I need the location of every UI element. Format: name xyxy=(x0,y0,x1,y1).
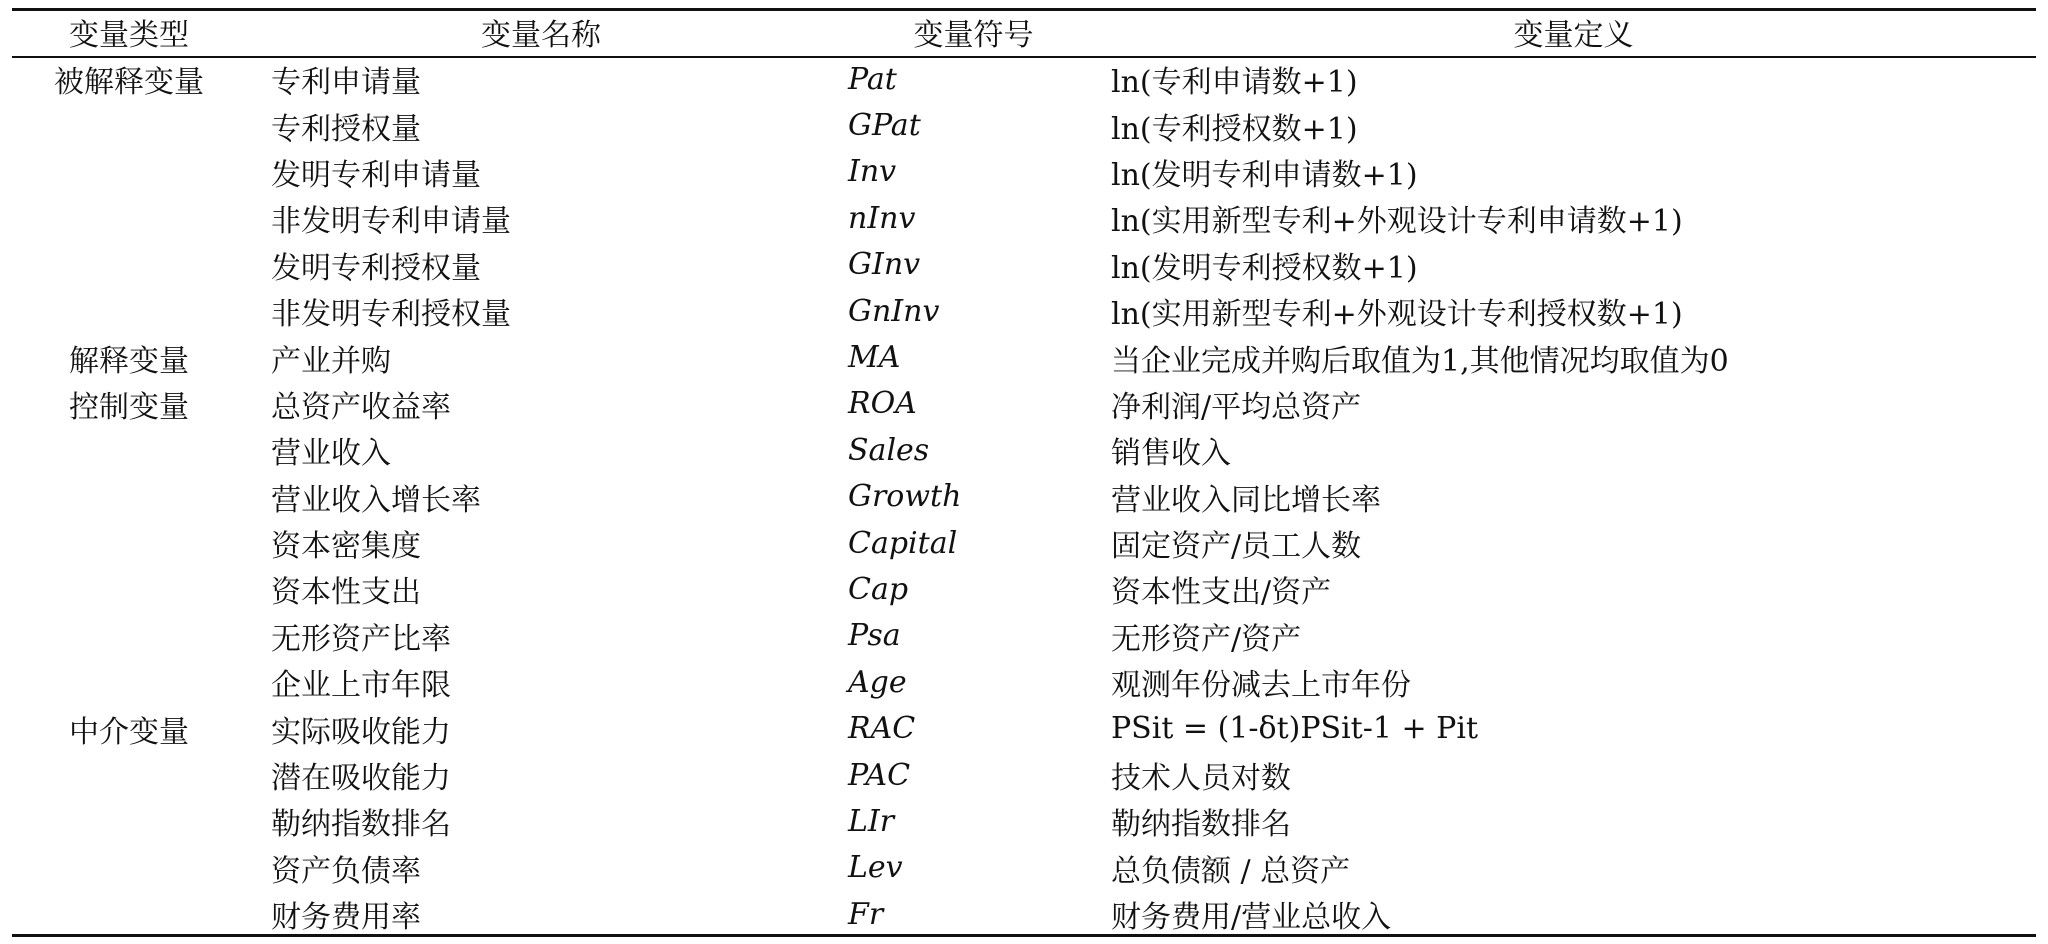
variable-symbol-cell: LIr xyxy=(848,803,895,839)
variable-type-cell: 中介变量 xyxy=(69,714,189,750)
variable-symbol-cell: RAC xyxy=(848,711,916,747)
variable-symbol-cell: GPat xyxy=(848,108,921,144)
variable-symbol-cell: Inv xyxy=(848,154,897,190)
variable-type-cell xyxy=(12,474,246,520)
variable-definition-cell: ln(实用新型专利+外观设计专利授权数+1) xyxy=(1111,297,1683,333)
variable-definition-cell: 固定资产/员工人数 xyxy=(1111,529,1362,565)
variable-definition-cell: 观测年份减去上市年份 xyxy=(1111,668,1411,704)
variable-symbol-cell: Psa xyxy=(848,618,901,654)
table-row xyxy=(12,149,2036,195)
variable-definition-cell: 当企业完成并购后取值为1,其他情况均取值为0 xyxy=(1111,343,1729,379)
table-row xyxy=(12,613,2036,659)
variable-symbol-cell: GInv xyxy=(848,247,921,283)
table-row xyxy=(12,334,2036,380)
table-row xyxy=(12,102,2036,148)
table-row xyxy=(12,56,2036,102)
variable-name-cell: 营业收入增长率 xyxy=(271,482,481,518)
variable-name-cell: 财务费用率 xyxy=(271,900,421,936)
variable-definition-cell: ln(实用新型专利+外观设计专利申请数+1) xyxy=(1111,204,1683,240)
variable-definition-cell: ln(专利授权数+1) xyxy=(1111,111,1358,147)
variable-type-cell xyxy=(12,242,246,288)
variable-name-cell: 非发明专利申请量 xyxy=(271,204,511,240)
variable-name-cell: 资本密集度 xyxy=(271,529,421,565)
variable-name-cell: 发明专利授权量 xyxy=(271,250,481,286)
variable-name-cell: 实际吸收能力 xyxy=(271,714,451,750)
variable-definition-table xyxy=(12,8,2036,937)
variable-type-cell xyxy=(12,427,246,473)
variable-type-cell xyxy=(12,102,246,148)
variable-definition-cell: 勒纳指数排名 xyxy=(1111,807,1291,843)
header-variable-name: 变量名称 xyxy=(481,18,601,53)
table-row xyxy=(12,195,2036,241)
variable-definition-cell: ln(发明专利申请数+1) xyxy=(1111,157,1418,193)
variable-symbol-cell: Capital xyxy=(848,525,958,561)
table-row xyxy=(12,381,2036,427)
table-row xyxy=(12,798,2036,844)
variable-symbol-cell: Growth xyxy=(848,479,962,515)
variable-definition-cell: 净利润/平均总资产 xyxy=(1111,389,1362,425)
table-row xyxy=(12,520,2036,566)
variable-name-cell: 潜在吸收能力 xyxy=(271,761,451,797)
variable-name-cell: 非发明专利授权量 xyxy=(271,297,511,333)
variable-type-cell xyxy=(12,195,246,241)
header-variable-symbol: 变量符号 xyxy=(913,18,1034,53)
table-row xyxy=(12,659,2036,705)
table-row xyxy=(12,566,2036,612)
variable-type-cell xyxy=(12,659,246,705)
variable-definition-cell: 无形资产/资产 xyxy=(1111,621,1302,657)
variable-name-cell: 总资产收益率 xyxy=(271,389,451,425)
variable-symbol-cell: Fr xyxy=(848,896,884,932)
table-row xyxy=(12,242,2036,288)
variable-definition-cell: 总负债额 / 总资产 xyxy=(1111,853,1351,889)
variable-type-cell xyxy=(12,798,246,844)
variable-definition-cell: 技术人员对数 xyxy=(1111,761,1291,797)
variable-name-cell: 无形资产比率 xyxy=(271,621,451,657)
variable-definition-cell: ln(专利申请数+1) xyxy=(1111,65,1358,101)
table-row xyxy=(12,752,2036,798)
variable-type-cell: 被解释变量 xyxy=(54,65,204,101)
table-body xyxy=(12,56,2036,937)
variable-symbol-cell: Lev xyxy=(848,850,903,886)
variable-symbol-cell: GnInv xyxy=(848,293,940,329)
table-row xyxy=(12,427,2036,473)
variable-type-cell: 控制变量 xyxy=(69,389,189,425)
table-row xyxy=(12,288,2036,334)
variable-symbol-cell: MA xyxy=(848,340,901,376)
variable-type-cell xyxy=(12,566,246,612)
variable-type-cell xyxy=(12,613,246,659)
variable-definition-cell: 资本性支出/资产 xyxy=(1111,575,1332,611)
header-variable-definition: 变量定义 xyxy=(1513,18,1634,53)
variable-type-cell xyxy=(12,288,246,334)
variable-name-cell: 营业收入 xyxy=(271,436,391,472)
variable-name-cell: 发明专利申请量 xyxy=(271,157,481,193)
variable-symbol-cell: Cap xyxy=(848,571,909,607)
variable-type-cell: 解释变量 xyxy=(69,343,189,379)
table-row xyxy=(12,705,2036,751)
variable-name-cell: 专利申请量 xyxy=(271,65,421,101)
variable-type-cell xyxy=(12,752,246,798)
variable-definition-cell: 财务费用/营业总收入 xyxy=(1111,900,1392,936)
variable-type-cell xyxy=(12,149,246,195)
variable-name-cell: 产业并购 xyxy=(271,343,391,379)
variable-symbol-cell: nInv xyxy=(848,200,916,236)
variable-name-cell: 勒纳指数排名 xyxy=(271,807,451,843)
table-header xyxy=(12,8,2036,56)
table-row xyxy=(12,845,2036,891)
variable-symbol-cell: Age xyxy=(848,664,907,700)
variable-symbol-cell: ROA xyxy=(848,386,917,422)
variable-symbol-cell: Pat xyxy=(848,61,897,97)
variable-definition-cell: ln(发明专利授权数+1) xyxy=(1111,250,1418,286)
header-row xyxy=(12,8,2036,56)
variable-symbol-cell: PAC xyxy=(848,757,911,793)
variable-definition-cell: PSit = (1-δt)PSit-1 + Pit xyxy=(1111,711,1479,747)
header-variable-type: 变量类型 xyxy=(69,18,189,53)
variable-definition-cell: 销售收入 xyxy=(1111,436,1231,472)
variable-name-cell: 资产负债率 xyxy=(271,853,421,889)
variable-type-cell xyxy=(12,845,246,891)
variable-type-cell xyxy=(12,891,246,937)
variable-definition-cell: 营业收入同比增长率 xyxy=(1111,482,1381,518)
variable-type-cell xyxy=(12,520,246,566)
variable-name-cell: 企业上市年限 xyxy=(271,668,451,704)
variable-name-cell: 专利授权量 xyxy=(271,111,421,147)
variable-symbol-cell: Sales xyxy=(848,432,930,468)
table-row xyxy=(12,474,2036,520)
table-row xyxy=(12,891,2036,937)
variable-name-cell: 资本性支出 xyxy=(271,575,421,611)
